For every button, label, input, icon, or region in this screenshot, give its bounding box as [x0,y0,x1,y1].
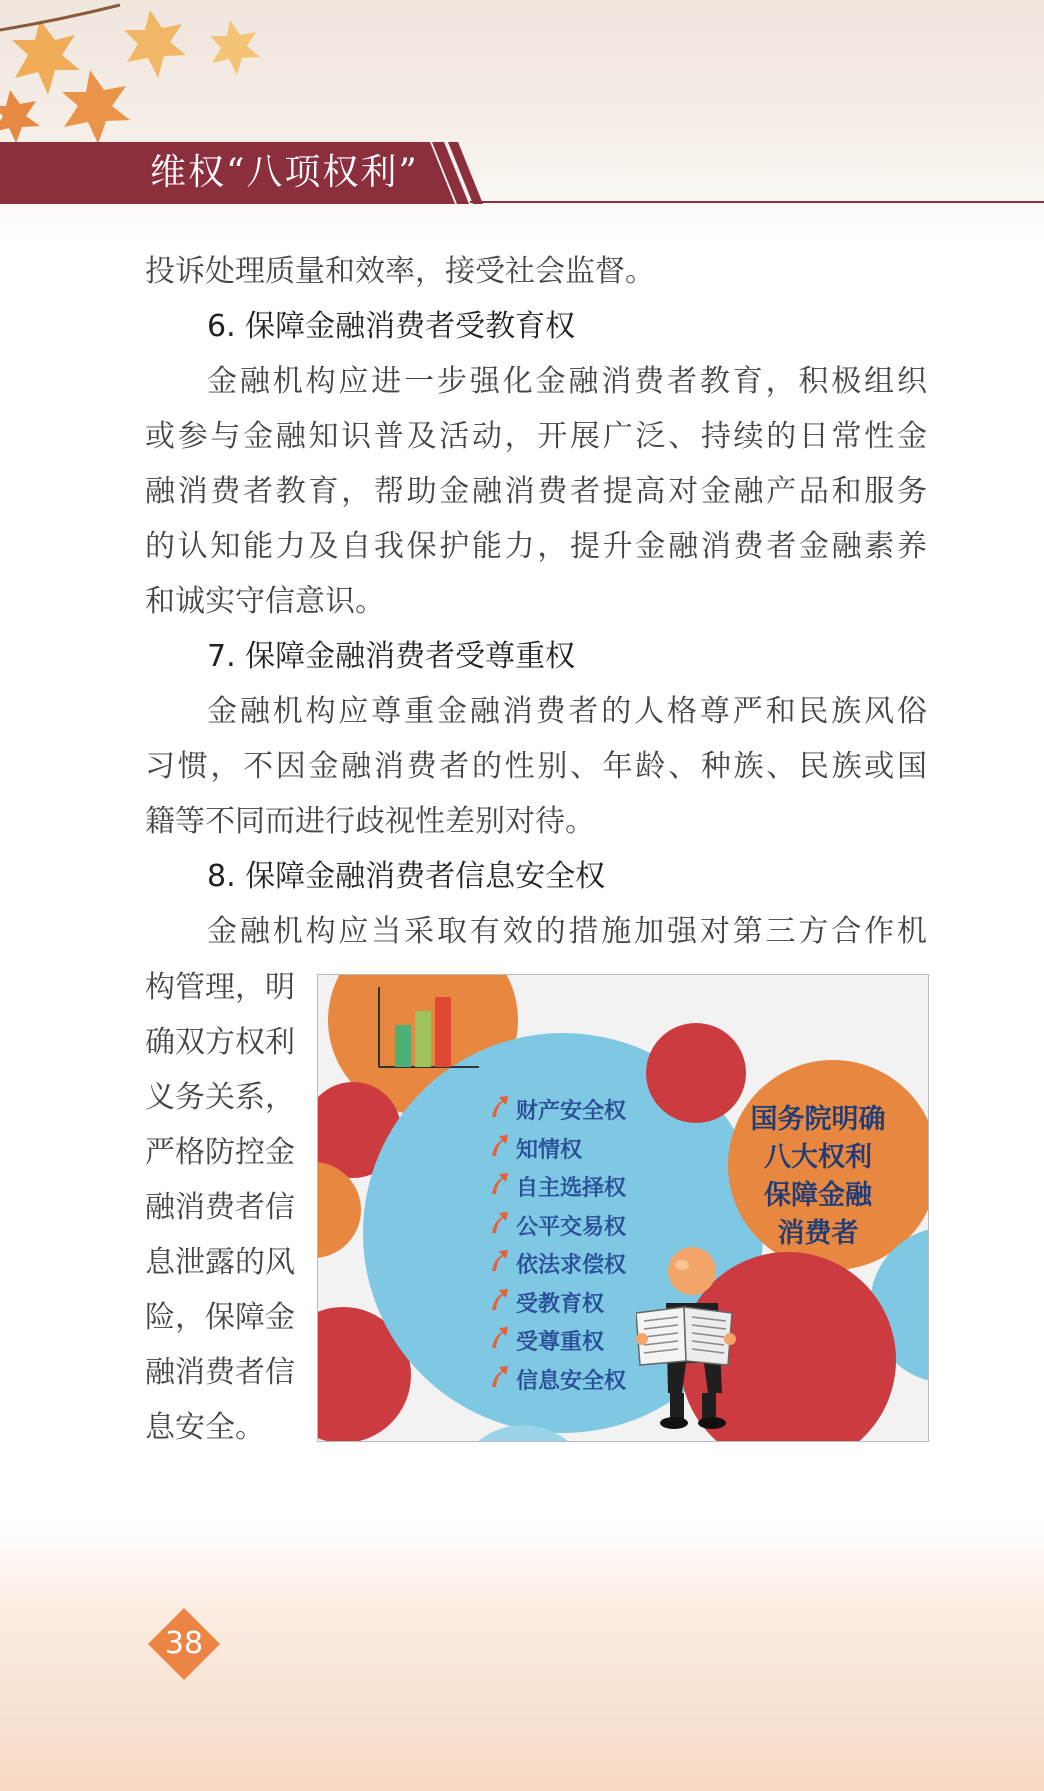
text-line: 金融机构应当采取有效的措施加强对第三方合作机 [207,914,927,949]
list-item [488,1132,688,1171]
text-line: 习惯，不因金融消费者的性别、年龄、种族、民族或国 [145,749,927,784]
right-label: 公平交易权 [516,1214,627,1240]
text-line: 融消费者信 [145,1190,295,1225]
page-number: 38 [164,1626,204,1661]
text-line: 投诉处理质量和效率，接受社会监督。 [145,254,655,289]
right-label: 受尊重权 [516,1330,605,1355]
text-line: 金融机构应进一步强化金融消费者教育，积极组织 [207,364,927,399]
text-line: 籍等不同而进行歧视性差别对待。 [145,804,595,839]
right-label: 自主选择权 [516,1176,627,1201]
text-line: 融消费者教育，帮助金融消费者提高对金融产品和服务 [145,474,927,509]
right-label: 依法求偿权 [516,1253,627,1278]
heading-8: 8. 保障金融消费者信息安全权 [207,859,606,894]
text-line: 严格防控金 [145,1135,295,1170]
rights-infographic [317,974,929,1442]
infographic-headline [728,1101,908,1253]
arrow-up-icon [488,1209,510,1235]
arrow-up-icon [488,1170,510,1196]
page-header [0,0,1044,240]
list-item [488,1170,688,1209]
autumn-leaves-decoration [0,0,300,150]
text-line: 义务关系， [145,1080,295,1115]
text-line: 构管理，明 [145,970,295,1005]
wrapped-text-column [145,960,305,1455]
newspaper-reader-figure [636,1243,746,1433]
list-item [488,1093,688,1132]
text-line: 息安全。 [145,1410,265,1445]
headline-line: 保障金融 [764,1180,872,1211]
arrow-up-icon [488,1286,510,1312]
text-line: 金融机构应尊重金融消费者的人格尊严和民族风俗 [207,694,927,729]
bar-chart-icon [373,983,483,1073]
list-item [488,1209,688,1248]
text-line: 息泄露的风 [145,1245,295,1280]
right-label: 财产安全权 [516,1099,627,1124]
right-label: 受教育权 [516,1291,605,1317]
text-line: 险，保障金 [145,1300,295,1335]
heading-7: 7. 保障金融消费者受尊重权 [207,639,576,674]
text-line: 或参与金融知识普及活动，开展广泛、持续的日常性金 [145,419,927,454]
arrow-up-icon [488,1247,510,1273]
main-content [145,244,927,959]
arrow-up-icon [488,1132,510,1158]
headline-line: 国务院明确 [750,1104,886,1135]
text-line: 融消费者信 [145,1355,295,1390]
arrow-up-icon [488,1363,510,1389]
arrow-up-icon [488,1324,510,1350]
heading-6: 6. 保障金融消费者受教育权 [207,309,576,344]
arrow-up-icon [488,1093,510,1119]
right-label: 信息安全权 [516,1368,627,1394]
text-line: 和诚实守信意识。 [145,584,385,619]
headline-line: 消费者 [777,1218,859,1249]
section-title: 维权“八项权利” [150,152,419,193]
text-line: 的认知能力及自我保护能力，提升金融消费者金融素养 [145,529,927,564]
text-line: 确双方权利 [145,1025,295,1060]
headline-line: 八大权利 [764,1142,872,1173]
right-label: 知情权 [516,1137,583,1163]
